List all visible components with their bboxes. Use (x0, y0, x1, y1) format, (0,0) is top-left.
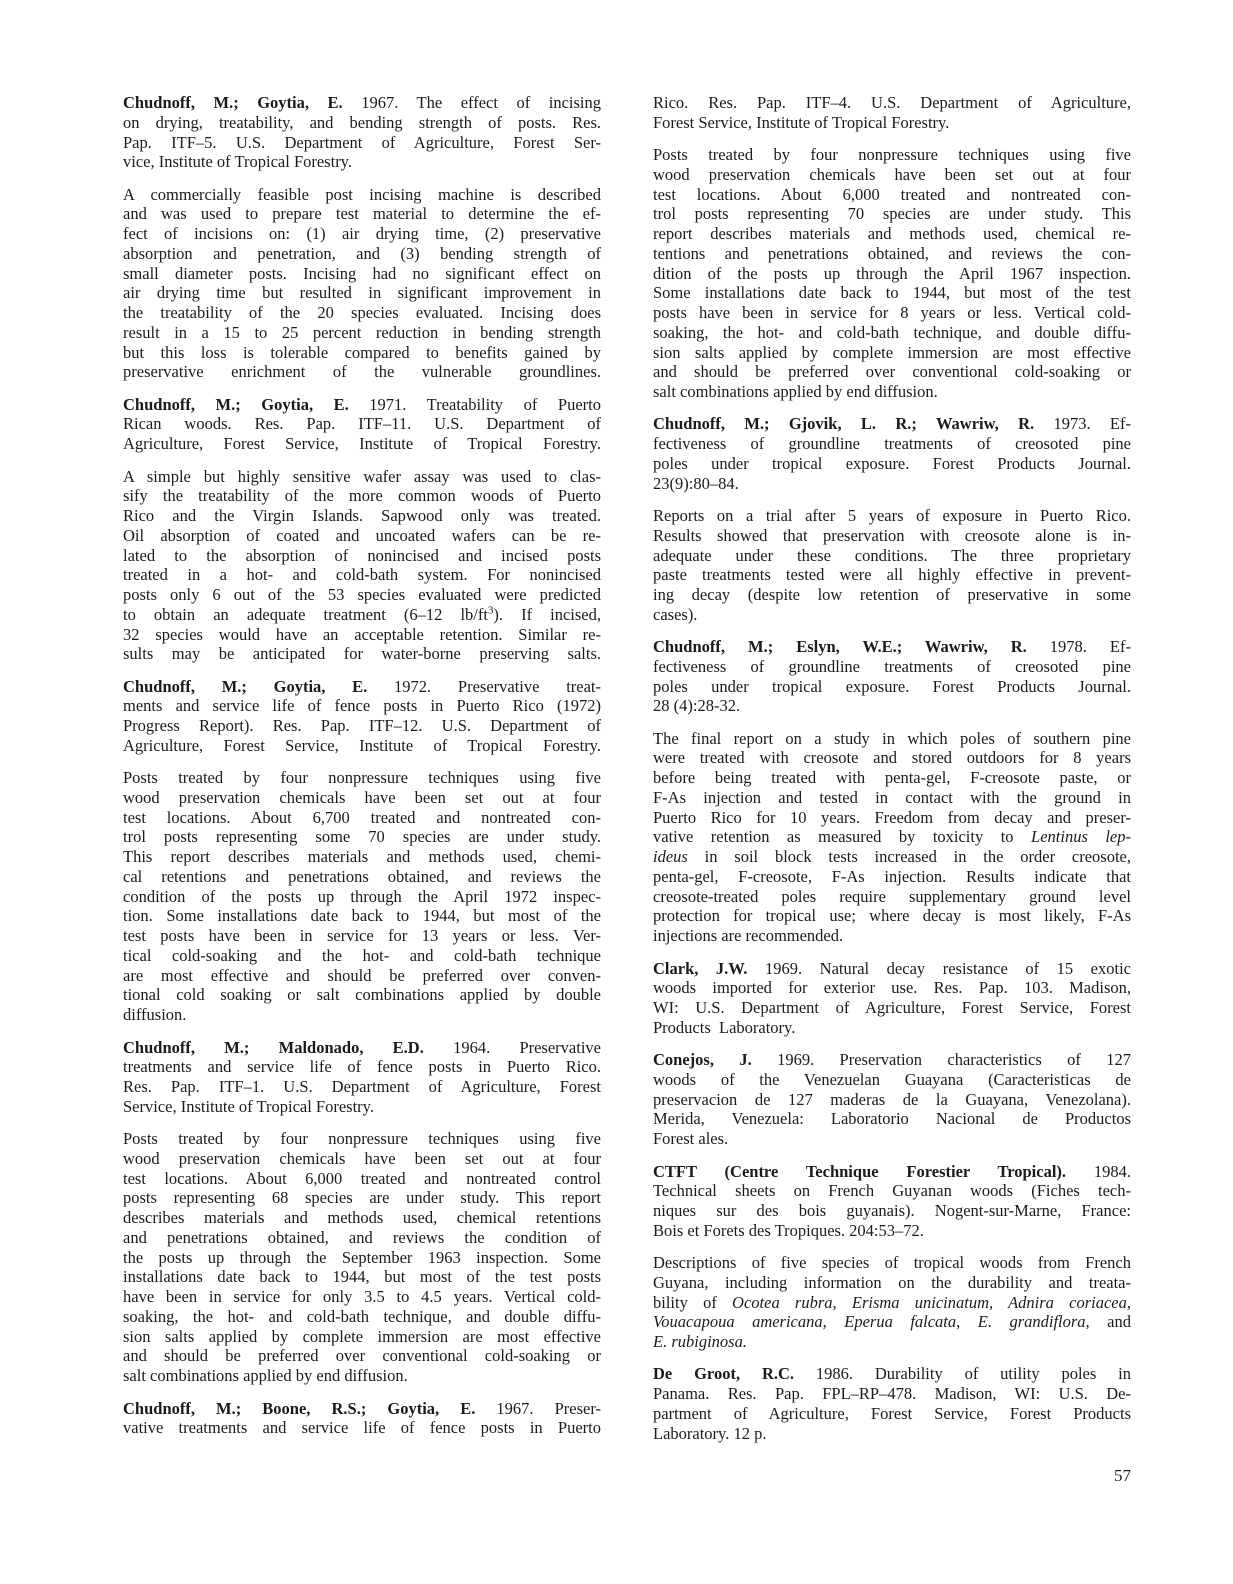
text-segment: woods imported for exterior use. Res. Pap. 103. Madison, (653, 978, 1131, 998)
text-line (653, 382, 1131, 402)
text-line (123, 1169, 601, 1189)
text-segment: the posts up through the September 1963 inspection. Some (123, 1247, 601, 1267)
text-segment: F-As injection and tested in contact with the ground in (653, 787, 1131, 807)
text-line (653, 1364, 1131, 1384)
text-segment: protection for tropical use; where decay is most likely, F-As (653, 906, 1131, 926)
text-segment: Reports on a trial after 5 years of exposure in Puerto Rico. (653, 506, 1131, 526)
text-line (123, 1248, 601, 1268)
reference-citation (123, 93, 601, 172)
text-segment: WI: U.S. Department of Agriculture, Forest Service, Forest (653, 998, 1131, 1018)
text-segment: 1971. Treatability of Puerto (348, 394, 601, 414)
text-line (123, 526, 601, 546)
text-segment: posts only 6 out of the 53 species evaluated were predicted (123, 585, 601, 605)
text-line (123, 486, 601, 506)
text-segment: Chudnoff, M.; Goytia, E. (123, 394, 349, 414)
text-segment: were treated with creosote and stored outdoors for 8 years (653, 748, 1131, 768)
text-segment: Progress Report). Res. Pap. ITF–12. U.S. Department of (123, 716, 601, 736)
text-line (123, 625, 601, 645)
reference-citation (653, 1162, 1131, 1241)
text-segment: Some installations date back to 1944, but most of the test (653, 283, 1131, 303)
text-segment: air drying time but resulted in significant improvement in (123, 283, 601, 303)
text-segment: ideus (653, 847, 688, 867)
text-segment: paste treatments tested were all highly effective in prevent- (653, 565, 1131, 585)
text-segment: absorption and penetration, and (3) bending strength of (123, 243, 601, 263)
text-segment: 1973. Ef- (1034, 414, 1131, 434)
text-line (653, 414, 1131, 434)
text-segment: Panama. Res. Pap. FPL–RP–478. Madison, WI: U.S. De- (653, 1384, 1131, 1404)
text-segment: fectiveness of groundline treatments of creosoted pine (653, 656, 1131, 676)
text-segment: Bois et Forets des Tropiques. 204:53–72. (653, 1220, 924, 1240)
reference-abstract (123, 1129, 601, 1386)
text-line (653, 1109, 1131, 1129)
text-segment: cases). (653, 604, 698, 624)
text-segment: fect of incisions on: (1) air drying time, (2) preservative (123, 224, 601, 244)
text-line (653, 526, 1131, 546)
text-line (123, 1418, 601, 1438)
text-segment: diffusion. (123, 1005, 187, 1025)
text-line (653, 93, 1131, 113)
text-segment: 32 species would have an acceptable retention. Similar re- (123, 624, 601, 644)
reference-abstract (123, 185, 601, 383)
text-segment: ments and service life of fence posts in Puerto Rico (1972) (123, 696, 601, 716)
text-line (653, 1404, 1131, 1424)
text-segment: tion. Some installations date back to 1944, but most of the (123, 906, 601, 926)
text-segment: wood preservation chemicals have been set out at four (123, 1148, 601, 1168)
text-line (653, 867, 1131, 887)
text-line (653, 565, 1131, 585)
text-line (123, 1267, 601, 1287)
text-segment: 1969. Preservation characteristics of 127 (751, 1050, 1131, 1070)
text-line (653, 1181, 1131, 1201)
text-line (653, 1162, 1131, 1182)
text-line (653, 1090, 1131, 1110)
text-segment: 1984. (1066, 1161, 1131, 1181)
text-line (123, 1366, 601, 1386)
text-line (653, 729, 1131, 749)
text-segment: Chudnoff, M.; Maldonado, E.D. (123, 1037, 424, 1057)
text-segment: Service, Institute of Tropical Forestry. (123, 1096, 374, 1116)
text-line (123, 847, 601, 867)
text-line (653, 1293, 1131, 1313)
text-segment: 1967. The effect of incising (342, 93, 601, 112)
text-line (653, 768, 1131, 788)
text-segment: trol posts representing some 70 species are under study. (123, 827, 601, 847)
text-line (653, 1312, 1131, 1332)
text-line (123, 1077, 601, 1097)
text-segment: penta-gel, F-creosote, F-As injection. Results indicate that (653, 866, 1131, 886)
text-line (653, 788, 1131, 808)
text-line (653, 204, 1131, 224)
text-segment: 1986. Durability of utility poles in (794, 1364, 1131, 1384)
text-line (123, 323, 601, 343)
text-line (123, 926, 601, 946)
text-segment: vative retention as measured by toxicity to (653, 827, 1032, 847)
reference-citation (123, 395, 601, 454)
text-line (653, 906, 1131, 926)
text-segment: Rican woods. Res. Pap. ITF–11. U.S. Department of (123, 414, 601, 434)
text-segment: vative treatments and service life of fence posts in Puerto (123, 1418, 601, 1438)
text-line (123, 362, 601, 382)
text-segment: A commercially feasible post incising machine is described (123, 184, 601, 204)
text-line (123, 1287, 601, 1307)
text-line (653, 1201, 1131, 1221)
text-segment: creosote-treated poles require supplementary ground level (653, 886, 1131, 906)
text-line (123, 605, 601, 625)
text-segment: sion salts applied by complete immersion are most effective (653, 342, 1131, 362)
text-line (123, 244, 601, 264)
text-segment: lated to the absorption of nonincised and incised posts (123, 545, 601, 565)
reference-citation (653, 1364, 1131, 1443)
text-line (123, 1208, 601, 1228)
text-segment: niques sur des bois guyanais). Nogent-sur-Marne, France: (653, 1201, 1131, 1220)
text-segment: Forest ales. (653, 1129, 729, 1149)
text-segment: installations date back to 1944, but most of the test posts (123, 1267, 601, 1287)
text-line (653, 887, 1131, 907)
text-segment: preservative enrichment of the vulnerable groundlines. (123, 362, 601, 382)
reference-abstract (653, 506, 1131, 625)
reference-citation (123, 1038, 601, 1117)
text-line (123, 264, 601, 284)
text-line (123, 808, 601, 828)
text-segment: soaking, the hot- and cold-bath technique, and double diffu- (123, 1306, 601, 1326)
reference-abstract (653, 145, 1131, 402)
text-segment: Posts treated by four nonpressure techniques using five (653, 145, 1131, 165)
text-line (123, 224, 601, 244)
text-line (123, 716, 601, 736)
text-segment: Forest Service, Institute of Tropical Forestry. (653, 112, 950, 132)
text-segment: treated in a hot- and cold-bath system. For nonincised (123, 565, 601, 585)
text-line (653, 113, 1131, 133)
text-segment: Pap. ITF–5. U.S. Department of Agriculture, Forest Ser- (123, 132, 601, 152)
text-line (123, 204, 601, 224)
text-line (123, 133, 601, 153)
text-line (653, 264, 1131, 284)
text-line (653, 303, 1131, 323)
text-segment: test posts have been in service for 13 years or less. Ver- (123, 926, 601, 946)
text-segment: Oil absorption of coated and uncoated wafers can be re- (123, 525, 601, 545)
text-line (653, 224, 1131, 244)
text-segment: preservacion de 127 maderas de la Guayana, Venezolana). (653, 1089, 1131, 1109)
text-segment: 1978. Ef- (1026, 637, 1131, 657)
text-line (123, 185, 601, 205)
reference-citation (123, 677, 601, 756)
text-segment: Products Laboratory. (653, 1017, 796, 1037)
reference-abstract (123, 467, 601, 665)
reference-abstract (653, 729, 1131, 946)
reference-citation (653, 414, 1131, 493)
text-segment: injections are recommended. (653, 926, 844, 946)
text-line (123, 1005, 601, 1025)
text-segment: partment of Agriculture, Forest Service, Forest Products (653, 1403, 1131, 1423)
text-line (653, 926, 1131, 946)
reference-citation (653, 93, 1131, 133)
text-line (123, 434, 601, 454)
text-line (653, 343, 1131, 363)
reference-citation (653, 959, 1131, 1038)
text-segment: 1964. Preservative (423, 1037, 601, 1057)
text-segment: fectiveness of groundline treatments of creosoted pine (653, 434, 1131, 454)
text-segment: treatments and service life of fence posts in Puerto Rico. (123, 1057, 601, 1077)
text-segment: before being treated with penta-gel, F-creosote paste, or (653, 768, 1131, 788)
text-segment: but this loss is tolerable compared to benefits gained by (123, 342, 601, 362)
text-segment: De Groot, R.C. (653, 1364, 795, 1384)
text-line (123, 867, 601, 887)
text-line (123, 152, 601, 172)
text-line (653, 1424, 1131, 1444)
text-segment: Clark, J.W. (653, 958, 748, 978)
text-line (653, 1070, 1131, 1090)
text-segment: CTFT (Centre Technique Forestier Tropical). (653, 1161, 1067, 1181)
text-line (123, 1307, 601, 1327)
text-segment: cal retentions and penetrations obtained, and reviews the (123, 866, 601, 886)
text-line (653, 145, 1131, 165)
text-segment: Puerto Rico for 10 years. Freedom from decay and preser- (653, 807, 1131, 827)
text-segment: the treatability of the 20 species evaluated. Incising does (123, 303, 601, 323)
text-line (653, 748, 1131, 768)
text-segment: tional cold soaking or salt combinations applied by double (123, 985, 601, 1005)
text-line (123, 736, 601, 756)
text-line (123, 343, 601, 363)
text-segment: describes materials and methods used, chemical retentions (123, 1208, 601, 1228)
text-segment: Ocotea rubra, Erisma unicinatum, Adnira coriacea, (732, 1292, 1131, 1312)
text-line (123, 414, 601, 434)
text-line (123, 946, 601, 966)
text-line (123, 113, 601, 133)
text-segment: adequate under these conditions. The three proprietary (653, 545, 1131, 565)
text-line (653, 677, 1131, 697)
text-line (123, 1327, 601, 1347)
text-line (123, 1038, 601, 1058)
text-segment: and (1089, 1312, 1132, 1332)
text-segment: Conejos, J. (653, 1050, 752, 1070)
text-segment: test locations. About 6,700 treated and nontreated con- (123, 807, 601, 827)
text-line (123, 906, 601, 926)
text-segment: soaking, the hot- and cold-bath technique, and double diffu- (653, 322, 1131, 342)
text-line (653, 696, 1131, 716)
text-segment: dition of the posts up through the April 1967 inspection. (653, 263, 1131, 283)
text-line (653, 1221, 1131, 1241)
text-line (123, 1228, 601, 1248)
text-line (653, 506, 1131, 526)
text-line (123, 644, 601, 664)
text-segment: have been in service for only 3.5 to 4.5 years. Vertical cold- (123, 1287, 601, 1307)
text-segment: Posts treated by four nonpressure techniques using five (123, 1129, 601, 1149)
text-segment: 23(9):80–84. (653, 473, 739, 493)
text-line (123, 985, 601, 1005)
text-segment: Rico and the Virgin Islands. Sapwood only was treated. (123, 506, 601, 526)
text-segment: poles under tropical exposure. Forest Products Journal. (653, 453, 1131, 473)
text-segment: salt combinations applied by end diffusion. (123, 1366, 408, 1386)
text-segment: and should be preferred over conventional cold-soaking or (123, 1346, 601, 1366)
text-segment: The final report on a study in which poles of southern pine (653, 728, 1131, 748)
text-segment: Technical sheets on French Guyanan woods (Fiches tech- (653, 1181, 1131, 1201)
text-segment: Res. Pap. ITF–1. U.S. Department of Agriculture, Forest (123, 1077, 601, 1097)
text-line (653, 637, 1131, 657)
text-segment: in soil block tests increased in the order creosote, (687, 847, 1131, 867)
text-segment: are most effective and should be preferred over conven- (123, 965, 601, 985)
text-line (123, 1129, 601, 1149)
text-line (653, 1129, 1131, 1149)
text-line (653, 605, 1131, 625)
left-column (123, 93, 601, 1451)
text-segment: bility of (653, 1292, 733, 1312)
text-line (653, 362, 1131, 382)
text-segment: ). If incised, (493, 604, 601, 624)
text-segment: result in a 15 to 25 percent reduction in bending strength (123, 322, 601, 342)
text-segment: 1969. Natural decay resistance of 15 exotic (747, 958, 1131, 978)
text-line (653, 959, 1131, 979)
text-segment: and was used to prepare test material to determine the ef- (123, 204, 601, 224)
text-segment: This report describes materials and methods used, chemi- (123, 847, 601, 867)
text-segment: Descriptions of five species of tropical woods from French (653, 1253, 1131, 1273)
text-segment: test locations. About 6,000 treated and nontreated con- (653, 184, 1131, 204)
text-segment: and should be preferred over conventional cold-soaking or (653, 362, 1131, 382)
text-line (123, 93, 601, 113)
text-segment: Results showed that preservation with creosote alone is in- (653, 525, 1131, 545)
text-segment: Lentinus lep- (1031, 827, 1132, 847)
reference-citation (653, 1050, 1131, 1149)
text-segment: report describes materials and methods used, chemical re- (653, 224, 1131, 244)
text-segment: Chudnoff, M.; Gjovik, L. R.; Wawriw, R. (653, 414, 1035, 434)
text-segment: vice, Institute of Tropical Forestry. (123, 152, 352, 172)
text-segment: Agriculture, Forest Service, Institute of Tropical Forestry. (123, 735, 601, 755)
text-line (123, 1399, 601, 1419)
text-segment: wood preservation chemicals have been set out at four (653, 164, 1131, 184)
text-line (123, 1057, 601, 1077)
text-line (653, 1050, 1131, 1070)
text-line (653, 454, 1131, 474)
text-segment: Chudnoff, M.; Eslyn, W.E.; Wawriw, R. (653, 637, 1027, 657)
text-line (123, 546, 601, 566)
text-line (653, 1273, 1131, 1293)
text-segment: trol posts representing 70 species are under study. This (653, 204, 1131, 224)
text-line (653, 1384, 1131, 1404)
text-line (123, 585, 601, 605)
text-line (123, 677, 601, 697)
text-segment: test locations. About 6,000 treated and nontreated control (123, 1168, 601, 1188)
text-line (653, 185, 1131, 205)
text-line (653, 585, 1131, 605)
text-line (653, 165, 1131, 185)
text-segment: on drying, treatability, and bending strength of posts. Res. (123, 112, 601, 132)
text-line (123, 303, 601, 323)
text-segment: wood preservation chemicals have been set out at four (123, 787, 601, 807)
text-line (123, 827, 601, 847)
text-line (653, 244, 1131, 264)
text-segment: A simple but highly sensitive wafer assay was used to clas- (123, 466, 601, 486)
text-segment: Agriculture, Forest Service, Institute of Tropical Forestry. (123, 434, 601, 454)
text-line (123, 788, 601, 808)
text-line (653, 657, 1131, 677)
text-line (653, 998, 1131, 1018)
text-segment: posts have been in service for 8 years or less. Vertical cold- (653, 303, 1131, 323)
text-segment: ing decay (despite low retention of preservative in some (653, 585, 1131, 605)
reference-citation (123, 1399, 601, 1439)
text-line (653, 546, 1131, 566)
text-line (653, 978, 1131, 998)
text-line (123, 506, 601, 526)
reference-abstract (653, 1253, 1131, 1352)
text-segment: Merida, Venezuela: Laboratorio Nacional de Productos (653, 1109, 1131, 1129)
text-segment: tical cold-soaking and the hot- and cold-bath technique (123, 945, 601, 965)
text-line (653, 434, 1131, 454)
text-segment: Chudnoff, M.; Goytia, E. (123, 676, 368, 696)
right-column (653, 93, 1131, 1456)
text-segment: 3 (487, 604, 494, 617)
text-segment: to obtain an adequate treatment (6–12 lb/ft (123, 604, 488, 624)
text-segment: Rico. Res. Pap. ITF–4. U.S. Department of Agriculture, (653, 93, 1131, 112)
text-segment: Laboratory. 12 p. (653, 1423, 767, 1443)
text-segment: Vouacapoua americana, Eperua falcata, E. grandiflora, (653, 1312, 1090, 1332)
text-line (123, 565, 601, 585)
text-line (653, 847, 1131, 867)
text-line (653, 827, 1131, 847)
text-line (653, 1332, 1131, 1352)
reference-abstract (123, 768, 601, 1025)
text-line (123, 1149, 601, 1169)
text-line (123, 1346, 601, 1366)
text-segment: sion salts applied by complete immersion are most effective (123, 1326, 601, 1346)
text-segment: condition of the posts up through the April 1972 inspec- (123, 886, 601, 906)
text-line (653, 1253, 1131, 1273)
text-line (123, 696, 601, 716)
text-segment: Chudnoff, M.; Goytia, E. (123, 93, 343, 112)
text-segment: poles under tropical exposure. Forest Products Journal. (653, 676, 1131, 696)
text-segment: posts representing 68 species are under study. This report (123, 1188, 601, 1208)
text-line (123, 1188, 601, 1208)
text-segment: Guyana, including information on the durability and treata- (653, 1272, 1131, 1292)
text-segment: woods of the Venezuelan Guayana (Caracteristicas de (653, 1069, 1131, 1089)
text-line (653, 1018, 1131, 1038)
text-line (123, 1097, 601, 1117)
text-segment: E. rubiginosa. (653, 1332, 747, 1352)
text-segment: 1967. Preser- (475, 1398, 601, 1418)
text-line (653, 474, 1131, 494)
text-segment: 1972. Preservative treat- (367, 676, 601, 696)
text-line (123, 395, 601, 415)
text-segment: salt combinations applied by end diffusion. (653, 382, 938, 402)
text-segment: Chudnoff, M.; Boone, R.S.; Goytia, E. (123, 1398, 476, 1418)
text-segment: Posts treated by four nonpressure techniques using five (123, 768, 601, 788)
text-segment: and penetrations obtained, and reviews the condition of (123, 1227, 601, 1247)
reference-citation (653, 637, 1131, 716)
text-line (123, 467, 601, 487)
text-line (653, 283, 1131, 303)
text-segment: tentions and penetrations obtained, and reviews the con- (653, 243, 1131, 263)
text-line (123, 966, 601, 986)
text-line (123, 283, 601, 303)
text-line (123, 768, 601, 788)
text-line (653, 808, 1131, 828)
text-line (653, 323, 1131, 343)
text-segment: 28 (4):28-32. (653, 696, 741, 716)
text-line (123, 887, 601, 907)
text-segment: small diameter posts. Incising had no significant effect on (123, 263, 601, 283)
text-segment: sults may be anticipated for water-borne preserving salts. (123, 644, 601, 664)
text-segment: sify the treatability of the more common woods of Puerto (123, 486, 601, 506)
page-number: 57 (1114, 1466, 1131, 1485)
